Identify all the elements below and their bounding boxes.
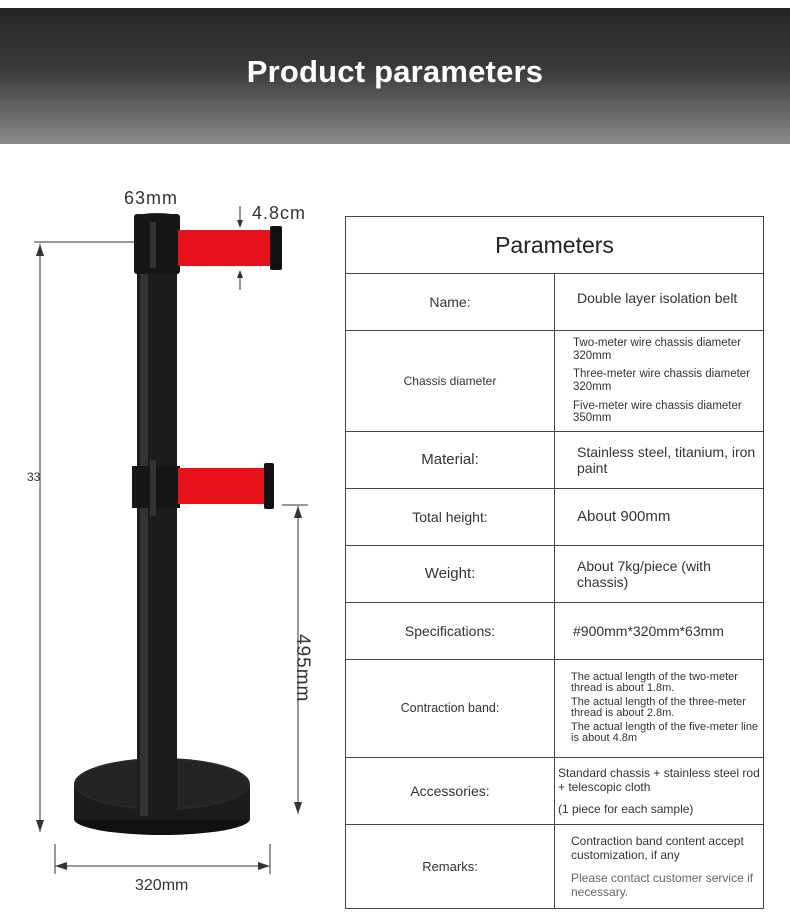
- table-row: [346, 757, 764, 824]
- row-value: About 7kg/piece (with chassis): [555, 545, 764, 602]
- row-label: Specifications:: [346, 602, 555, 659]
- table-row: [346, 545, 764, 602]
- middle-belt-end: [264, 463, 274, 509]
- row-label: Contraction band:: [346, 659, 555, 757]
- row-value: Two-meter wire chassis diameter 320mm Three-meter wire chassis diameter 320mm Five-meter wire chassis diameter 350mm: [555, 331, 764, 432]
- total-height-label: 33: [27, 470, 41, 484]
- top-belt: [178, 230, 272, 266]
- top-cassette: [134, 214, 180, 274]
- row-value: Contraction band content accept customization, if any Please contact customer service if necessary.: [555, 824, 764, 908]
- header-banner: [0, 8, 790, 144]
- table-row: [346, 274, 764, 331]
- parameters-table: [345, 216, 764, 909]
- table-row: [346, 824, 764, 908]
- product-figure: [0, 144, 340, 912]
- row-label: Chassis diameter: [346, 331, 555, 432]
- base-width-label: 320mm: [135, 877, 189, 894]
- table-row: [346, 488, 764, 545]
- row-label: Total height:: [346, 488, 555, 545]
- row-value: About 900mm: [555, 488, 764, 545]
- row-value: The actual length of the two-meter thread is about 1.8m. The actual length of the three-meter thread is about 2.8m. The actual length of the five-meter line is about 4.8m: [555, 659, 764, 757]
- top-width-label: 63mm: [124, 188, 179, 208]
- row-label: Material:: [346, 431, 555, 488]
- top-belt-end: [270, 226, 282, 270]
- page-title: Product parameters: [246, 54, 544, 89]
- row-value: Stainless steel, titanium, iron paint: [555, 431, 764, 488]
- table-row: [346, 331, 764, 432]
- row-label: Accessories:: [346, 757, 555, 824]
- row-value: #900mm*320mm*63mm: [555, 602, 764, 659]
- belt-width-label: 4.8cm: [252, 203, 307, 223]
- row-label: Weight:: [346, 545, 555, 602]
- lower-height-label: 495mm: [292, 634, 313, 703]
- row-value: Double layer isolation belt: [555, 274, 764, 331]
- row-label: Remarks:: [346, 824, 555, 908]
- row-value: Standard chassis + stainless steel rod + telescopic cloth (1 piece for each sample): [555, 757, 764, 824]
- row-label: Name:: [346, 274, 555, 331]
- table-row: [346, 602, 764, 659]
- stanchion-drawing: [0, 144, 340, 912]
- table-row: [346, 659, 764, 757]
- table-header: Parameters: [346, 217, 764, 274]
- middle-belt: [178, 468, 266, 504]
- table-row: [346, 431, 764, 488]
